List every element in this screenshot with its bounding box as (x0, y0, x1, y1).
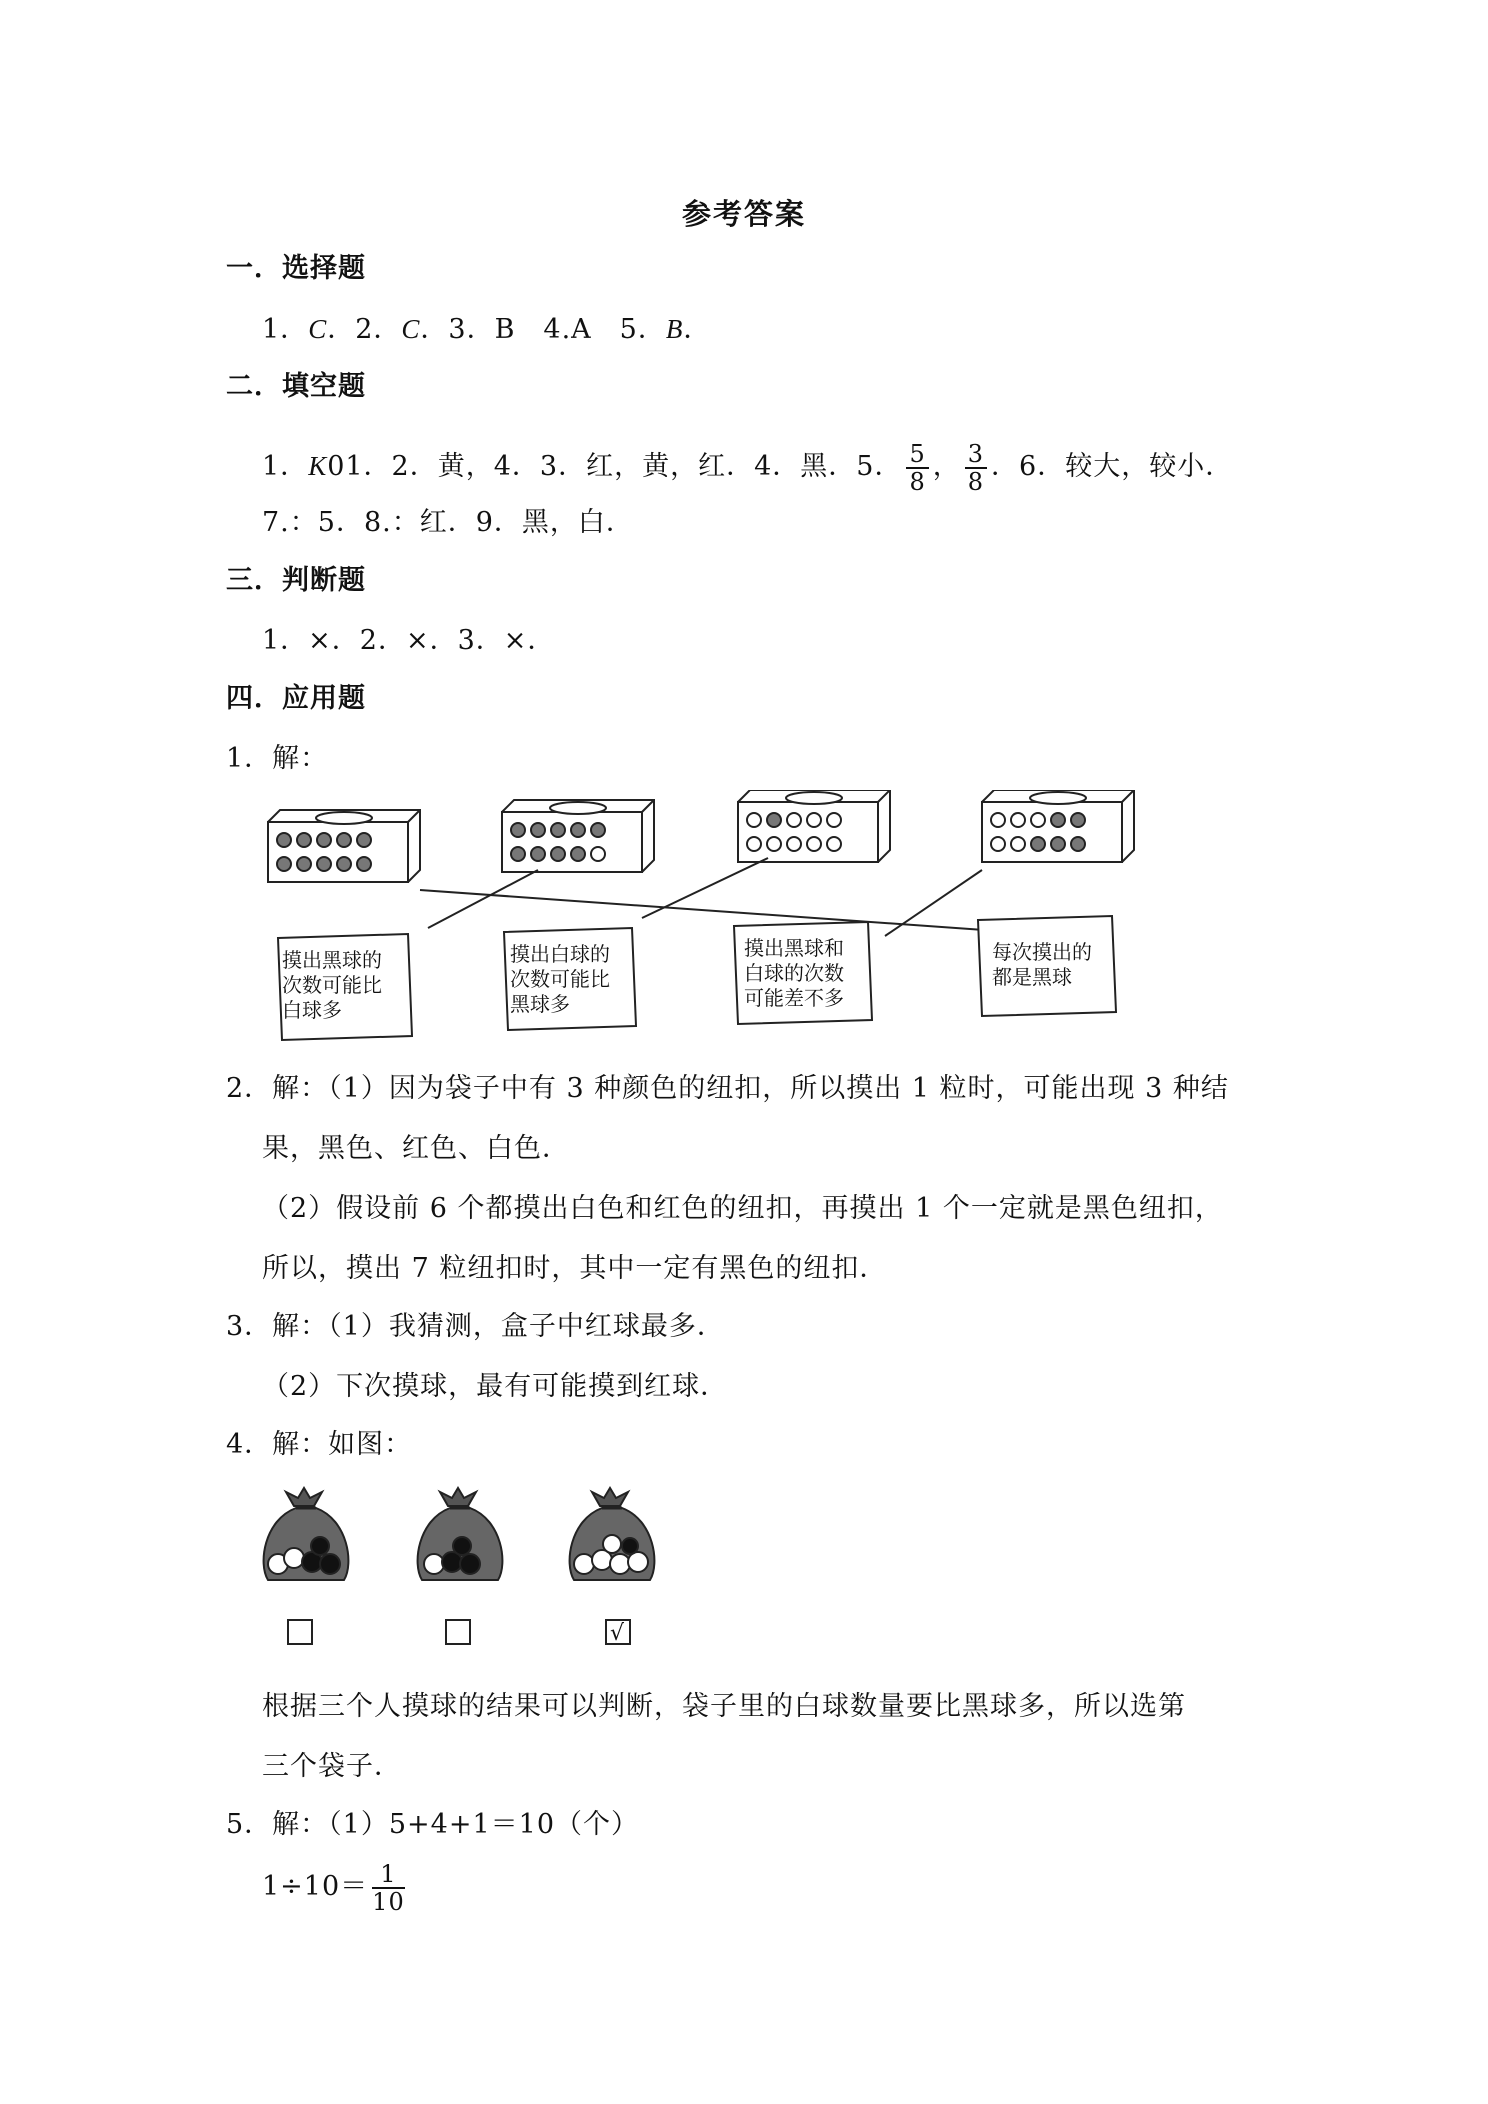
bag-2 (418, 1488, 503, 1580)
bag-3 (570, 1488, 655, 1580)
ball-box-3 (738, 790, 890, 862)
q1-label: 1．解： (226, 743, 329, 774)
fill-l1b: 01．2．黄，4．3．红，黄，红．4．黑．5． (327, 451, 903, 482)
bag-1 (264, 1488, 349, 1580)
q5-line2 (262, 1852, 409, 1922)
statement-text-3 (744, 936, 844, 1011)
fraction-denominator: 8 (909, 467, 926, 496)
section-heading-application: 四．应用题 (226, 683, 366, 714)
statement-line: 摸出黑球的 (282, 948, 382, 972)
choice-a1: C (308, 314, 328, 344)
q2-line2: 果，黑色、红色、白色． (262, 1133, 570, 1164)
fraction-denominator: 8 (967, 467, 985, 496)
statement-line: 黑球多 (510, 992, 570, 1016)
fraction-numerator: 1 (372, 1861, 405, 1889)
statement-line: 都是黑球 (992, 965, 1072, 989)
judge-answers: 1．×．2．×．3．×． (262, 625, 556, 656)
statement-line: 白球的次数 (744, 961, 844, 985)
page-title: 参考答案 (681, 197, 806, 231)
q4-line3: 三个袋子． (262, 1751, 402, 1782)
fill-comma: ， (932, 451, 961, 482)
fraction-5-8 (906, 441, 928, 495)
matching-diagram (260, 790, 1160, 1050)
choice-a2: C (401, 314, 421, 344)
statement-text-2 (510, 942, 610, 1017)
fill-l1k: K (308, 451, 328, 481)
q3-line2: （2）下次摸球，最有可能摸到红球． (262, 1371, 729, 1402)
choice-p2: ．3．B 4.A 5． (420, 314, 666, 345)
section-heading-choice: 一．选择题 (226, 253, 366, 284)
choice-p5: ． (683, 314, 712, 345)
fraction-denominator: 10 (372, 1887, 405, 1916)
statement-text-4 (992, 940, 1092, 990)
choice-answers (262, 312, 711, 347)
fraction-1-10 (372, 1861, 405, 1915)
q2-line3: （2）假设前 6 个都摸出白色和红色的纽扣，再摸出 1 个一定就是黑色纽扣， (262, 1193, 1223, 1224)
statement-line: 摸出白球的 (510, 942, 610, 966)
q4-line1: 4．解：如图： (226, 1429, 413, 1460)
choice-n1: 1． (262, 314, 309, 345)
section-heading-fill: 二．填空题 (226, 371, 366, 402)
statement-line: 次数可能比 (510, 967, 610, 991)
fraction-3-8 (965, 441, 987, 495)
statement-text-1 (282, 948, 382, 1023)
statement-line: 白球多 (282, 998, 342, 1022)
q2-line4: 所以，摸出 7 粒纽扣时，其中一定有黑色的纽扣． (262, 1253, 888, 1284)
statement-line: 可能差不多 (744, 986, 844, 1010)
choice-a5: B (665, 314, 684, 344)
check-mark-icon: √ (610, 1621, 625, 1646)
statement-line: 每次摸出的 (992, 940, 1092, 964)
q3-line1: 3．解：（1）我猜测，盒子中红球最多． (226, 1311, 725, 1342)
q2-line1: 2．解：（1）因为袋子中有 3 种颜色的纽扣，所以摸出 1 粒时，可能出现 3 种结 (226, 1073, 1229, 1104)
fraction-numerator: 3 (965, 441, 987, 469)
statement-line: 次数可能比 (282, 973, 382, 997)
statement-line: 摸出黑球和 (744, 936, 844, 960)
fill-l1a: 1． (262, 451, 309, 482)
fill-answers-line2: 7.：5．8.：红．9．黑，白． (262, 507, 634, 538)
section-heading-judge: 三．判断题 (226, 565, 366, 596)
q5-expression: 1÷10＝ (262, 1871, 369, 1902)
choice-p1: ．2． (327, 314, 402, 345)
ball-box-4 (982, 790, 1134, 862)
checkbox-bag-1 (288, 1620, 312, 1644)
ball-box-2 (502, 800, 654, 872)
ball-box-1 (268, 810, 420, 882)
fraction-numerator: 5 (906, 441, 928, 469)
q4-line2: 根据三个人摸球的结果可以判断，袋子里的白球数量要比黑球多，所以选第 (262, 1691, 1186, 1722)
checkbox-bag-2 (446, 1620, 470, 1644)
q5-line1: 5．解：（1）5+4+1＝10（个） (226, 1809, 639, 1840)
fill-answers-line1 (262, 436, 1233, 497)
fill-l1c: ．6．较大，较小． (991, 451, 1234, 482)
